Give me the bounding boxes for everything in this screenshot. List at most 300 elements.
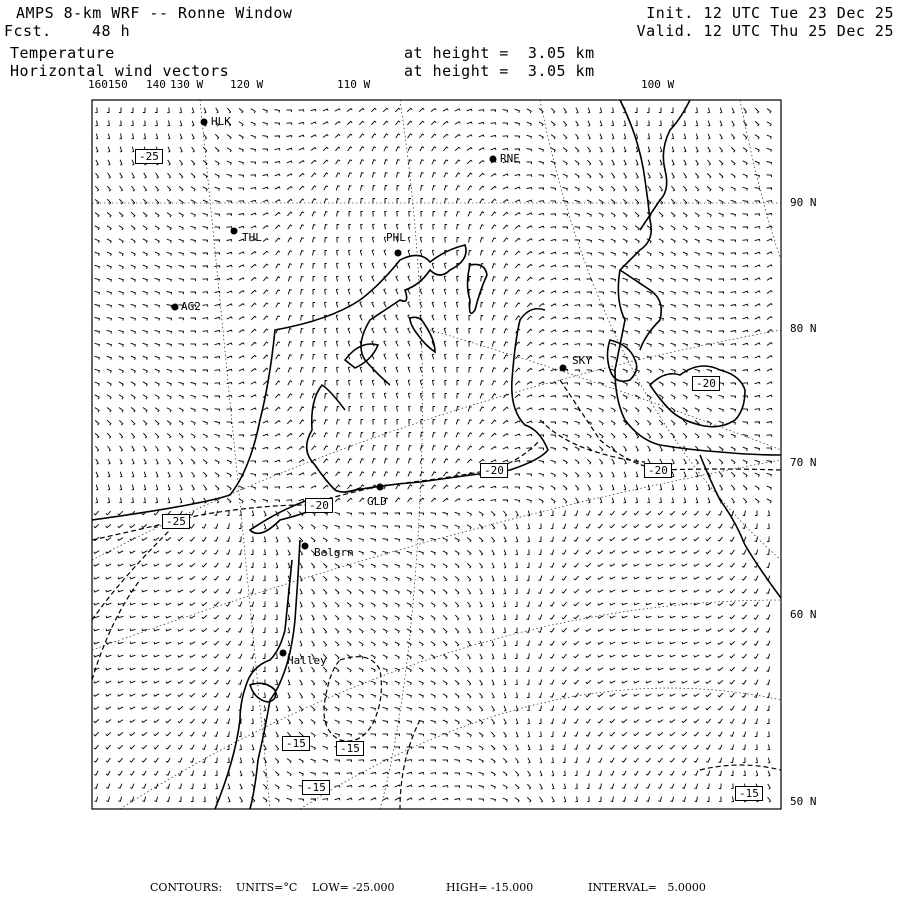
wind-vector	[251, 252, 256, 255]
wind-vector	[396, 147, 400, 152]
wind-vector	[479, 537, 483, 542]
wind-vector	[107, 317, 112, 320]
wind-vector	[335, 602, 339, 607]
wind-vector	[646, 758, 651, 762]
wind-vector	[587, 318, 592, 320]
wind-vector	[202, 589, 207, 592]
wind-vector	[311, 720, 315, 725]
wind-vector	[107, 239, 111, 243]
wind-vector	[731, 134, 734, 139]
wind-vector	[227, 188, 232, 191]
wind-vector	[143, 343, 148, 346]
wind-vector	[335, 485, 340, 489]
wind-vector	[480, 589, 482, 594]
wind-vector	[719, 173, 723, 178]
wind-vector	[335, 589, 339, 594]
wind-vector	[251, 355, 256, 358]
wind-vector	[743, 485, 747, 490]
wind-vector	[202, 615, 207, 618]
wind-vector	[143, 498, 145, 503]
wind-vector	[445, 380, 447, 385]
wind-vector	[755, 448, 760, 451]
wind-vector	[94, 732, 99, 736]
wind-vector	[732, 498, 735, 503]
wind-vector	[156, 485, 158, 490]
wind-vector	[480, 667, 483, 672]
wind-vector	[372, 472, 376, 477]
wind-vector	[227, 161, 232, 165]
wind-vector	[227, 719, 230, 724]
wind-vector	[94, 745, 99, 749]
wind-vector	[143, 369, 148, 373]
wind-vector	[263, 576, 265, 581]
wind-vector	[598, 642, 603, 644]
wind-vector	[120, 459, 122, 464]
wind-vector	[730, 680, 735, 684]
wind-vector	[767, 304, 772, 307]
wind-vector	[551, 356, 556, 358]
wind-vector	[360, 328, 362, 333]
wind-vector	[118, 745, 123, 749]
wind-vector	[670, 577, 675, 579]
wind-vector	[325, 238, 327, 243]
wind-vector	[622, 642, 627, 644]
footer-interval: INTERVAL= 5.0000	[588, 881, 706, 894]
wind-vector	[190, 590, 195, 593]
wind-vector	[215, 758, 217, 763]
wind-vector	[408, 134, 413, 138]
wind-vector	[706, 719, 711, 723]
wind-vector	[455, 786, 460, 788]
wind-vector	[719, 434, 723, 438]
wind-vector	[634, 758, 639, 762]
wind-vector	[682, 784, 686, 789]
wind-vector	[131, 343, 136, 346]
wind-vector	[492, 550, 495, 555]
wind-vector	[407, 577, 412, 581]
wind-vector	[694, 524, 699, 528]
wind-vector	[178, 655, 183, 657]
wind-vector	[539, 461, 544, 464]
wind-vector	[443, 654, 447, 659]
wind-vector	[742, 615, 747, 619]
wind-vector	[648, 134, 650, 139]
wind-vector	[347, 616, 351, 621]
wind-vector	[660, 160, 662, 165]
wind-vector	[550, 589, 554, 593]
wind-vector	[504, 277, 508, 281]
wind-vector	[408, 367, 410, 372]
wind-vector	[359, 526, 364, 529]
lat-label: 50 N	[790, 795, 817, 808]
wind-vector	[552, 797, 554, 802]
wind-vector	[455, 707, 459, 711]
wind-vector	[539, 330, 544, 333]
wind-vector	[646, 797, 649, 802]
wind-vector	[275, 615, 277, 620]
wind-vector	[348, 186, 351, 191]
wind-vector	[215, 771, 217, 776]
wind-vector	[155, 382, 160, 386]
wind-vector	[610, 603, 615, 605]
wind-vector	[455, 667, 459, 672]
wind-vector	[335, 654, 339, 659]
wind-vector	[179, 200, 183, 204]
wind-vector	[94, 590, 99, 592]
wind-vector	[755, 537, 758, 542]
wind-vector	[659, 252, 663, 256]
wind-vector	[767, 317, 772, 320]
wind-vector	[299, 186, 304, 190]
wind-vector	[154, 577, 159, 579]
wind-vector	[275, 500, 280, 502]
wind-vector	[767, 226, 773, 228]
wind-vector	[479, 161, 484, 164]
wind-vector	[766, 641, 770, 646]
wind-vector	[119, 369, 124, 373]
wind-vector	[106, 551, 111, 554]
wind-vector	[264, 290, 269, 294]
forecast-label: Fcst.	[4, 22, 52, 40]
wind-vector	[598, 758, 602, 763]
wind-vector	[383, 798, 388, 800]
wind-vector	[119, 291, 124, 294]
wind-vector	[600, 121, 602, 126]
wind-vector	[457, 328, 459, 333]
wind-vector	[144, 485, 146, 490]
wind-vector	[432, 367, 434, 372]
wind-vector	[311, 148, 316, 151]
wind-vector	[179, 382, 184, 385]
wind-vector	[504, 303, 508, 308]
wind-vector	[515, 487, 520, 489]
wind-vector	[491, 785, 496, 789]
wind-vector	[275, 758, 278, 763]
wind-vector	[647, 304, 652, 307]
wind-vector	[372, 147, 376, 151]
wind-vector	[707, 239, 712, 242]
wind-vector	[504, 693, 506, 698]
wind-vector	[468, 199, 472, 203]
wind-vector	[455, 773, 460, 775]
wind-vector	[754, 667, 758, 671]
wind-vector	[347, 798, 352, 800]
wind-vector	[671, 498, 673, 503]
wind-vector	[611, 199, 615, 204]
wind-vector	[95, 382, 100, 386]
wind-vector	[683, 382, 688, 386]
wind-vector	[467, 680, 470, 685]
wind-vector	[755, 161, 760, 165]
wind-vector	[179, 369, 184, 372]
wind-vector	[467, 148, 472, 151]
wind-vector	[94, 603, 99, 605]
wind-vector	[539, 162, 544, 165]
wind-vector	[179, 292, 184, 295]
wind-vector	[467, 576, 470, 581]
wind-vector	[203, 279, 208, 281]
wind-vector	[276, 745, 279, 750]
wind-vector	[766, 589, 769, 594]
wind-vector	[240, 797, 243, 802]
wind-vector	[347, 577, 351, 581]
wind-vector	[575, 331, 580, 333]
wind-vector	[706, 524, 711, 528]
wind-vector	[336, 302, 338, 307]
wind-vector	[239, 304, 244, 307]
wind-vector	[539, 317, 544, 320]
wind-vector	[371, 577, 376, 581]
wind-vector	[433, 420, 435, 425]
wind-vector	[431, 734, 436, 737]
wind-vector	[325, 407, 328, 412]
wind-vector	[202, 576, 207, 580]
wind-vector	[682, 694, 687, 696]
wind-vector	[409, 224, 411, 229]
wind-vector	[215, 304, 220, 306]
wind-vector	[671, 252, 676, 256]
wind-vector	[323, 733, 328, 737]
wind-vector	[610, 784, 613, 789]
wind-vector	[575, 396, 580, 399]
wind-vector	[504, 550, 506, 555]
wind-vector	[694, 629, 699, 631]
wind-vector	[144, 472, 146, 477]
wind-vector	[504, 680, 506, 685]
wind-vector	[562, 641, 567, 645]
wind-vector	[444, 433, 447, 438]
wind-vector	[730, 706, 734, 710]
wind-vector	[311, 446, 316, 450]
wind-vector	[227, 265, 232, 267]
wind-vector	[108, 472, 110, 477]
wind-vector	[540, 771, 542, 776]
wind-vector	[238, 654, 242, 659]
wind-vector	[203, 447, 207, 451]
contour-label: -20	[305, 498, 333, 513]
wind-vector	[311, 733, 315, 737]
wind-vector	[491, 460, 496, 462]
wind-vector	[420, 237, 422, 242]
wind-vector	[719, 253, 724, 256]
wind-vector	[371, 798, 376, 800]
wind-vector	[144, 186, 147, 191]
wind-vector	[348, 147, 352, 151]
wind-vector	[469, 238, 472, 243]
wind-vector	[575, 213, 580, 216]
wind-vector	[130, 797, 134, 802]
wind-vector	[130, 681, 135, 683]
wind-vector	[563, 304, 568, 306]
wind-vector	[658, 784, 662, 789]
wind-vector	[227, 486, 231, 490]
wind-vector	[108, 446, 111, 451]
wind-vector	[479, 135, 484, 137]
wind-vector	[395, 590, 400, 594]
wind-vector	[433, 407, 435, 412]
wind-vector	[445, 367, 447, 372]
wind-vector	[432, 459, 436, 464]
wind-vector	[383, 629, 387, 633]
wind-vector	[299, 524, 303, 529]
wind-vector	[551, 435, 556, 437]
wind-vector	[492, 355, 495, 360]
wind-vector	[515, 589, 517, 594]
wind-vector	[575, 485, 578, 490]
wind-vector	[754, 576, 758, 581]
wind-vector	[695, 279, 700, 282]
wind-vector	[397, 186, 399, 191]
wind-vector	[538, 589, 542, 594]
wind-vector	[718, 563, 723, 567]
wind-vector	[214, 563, 218, 567]
wind-vector	[611, 226, 615, 230]
wind-vector	[670, 720, 675, 723]
wind-vector	[397, 224, 399, 229]
wind-vector	[743, 278, 748, 280]
wind-vector	[118, 616, 123, 618]
wind-vector	[731, 460, 735, 464]
wind-vector	[540, 797, 543, 802]
wind-vector	[658, 771, 662, 775]
wind-vector	[515, 123, 520, 126]
wind-vector	[491, 745, 495, 750]
wind-vector	[551, 460, 556, 463]
wind-vector	[767, 473, 772, 476]
wind-vector	[131, 407, 135, 412]
wind-vector	[587, 187, 591, 191]
wind-vector	[395, 655, 399, 659]
wind-vector	[94, 771, 98, 776]
wind-vector	[431, 616, 435, 621]
wind-vector	[203, 472, 207, 477]
wind-vector	[527, 239, 532, 242]
wind-vector	[491, 148, 496, 150]
wind-vector	[503, 123, 508, 125]
wind-vector	[743, 265, 748, 267]
wind-vector	[598, 771, 601, 776]
wind-vector	[264, 329, 269, 333]
wind-vector	[407, 707, 412, 710]
wind-vector	[467, 693, 471, 698]
wind-vector	[612, 134, 614, 139]
wind-vector	[323, 680, 327, 685]
wind-vector	[731, 758, 734, 763]
wind-vector	[515, 615, 517, 620]
wind-vector	[610, 629, 615, 631]
wind-vector	[563, 383, 568, 385]
wind-vector	[659, 330, 664, 333]
wind-vector	[455, 485, 460, 488]
wind-vector	[275, 123, 280, 125]
wind-vector	[407, 668, 412, 672]
wind-vector	[323, 525, 328, 529]
wind-vector	[288, 719, 291, 724]
wind-vector	[300, 394, 304, 399]
wind-vector	[325, 328, 327, 333]
wind-vector	[142, 745, 147, 749]
wind-vector	[551, 745, 553, 750]
wind-vector	[119, 433, 122, 438]
wind-vector	[720, 485, 723, 490]
wind-vector	[647, 343, 652, 346]
wind-vector	[599, 331, 604, 333]
wind-vector	[767, 369, 772, 372]
wind-vector	[598, 603, 603, 605]
wind-vector	[504, 563, 506, 568]
wind-vector	[118, 797, 121, 802]
wind-vector	[419, 707, 424, 710]
wind-vector	[443, 681, 447, 685]
wind-vector	[167, 344, 172, 347]
wind-vector	[349, 224, 351, 229]
wind-vector	[598, 511, 602, 515]
wind-vector	[311, 160, 316, 163]
wind-vector	[695, 292, 700, 295]
wind-vector	[407, 721, 412, 724]
wind-vector	[575, 421, 580, 424]
wind-vector	[527, 122, 532, 126]
station-label: HLK	[211, 115, 231, 128]
wind-vector	[504, 381, 508, 385]
wind-vector	[707, 784, 710, 789]
wind-vector	[337, 276, 339, 281]
wind-vector	[166, 707, 171, 710]
wind-vector	[251, 316, 256, 319]
wind-vector	[481, 329, 483, 334]
wind-vector	[443, 720, 448, 724]
wind-vector	[95, 121, 97, 126]
wind-vector	[108, 134, 110, 139]
wind-vector	[695, 395, 700, 399]
wind-vector	[154, 694, 159, 696]
wind-vector	[408, 237, 410, 242]
wind-vector	[767, 278, 772, 281]
wind-vector	[623, 797, 626, 802]
wind-vector	[190, 616, 195, 619]
wind-vector	[694, 551, 699, 554]
wind-vector	[718, 590, 723, 593]
wind-vector	[670, 758, 675, 762]
wind-vector	[670, 668, 676, 670]
wind-vector	[694, 784, 697, 789]
wind-vector	[563, 758, 565, 763]
wind-vector	[575, 383, 580, 385]
wind-vector	[694, 642, 699, 644]
wind-vector	[167, 433, 171, 438]
wind-vector	[276, 316, 280, 320]
wind-vector	[311, 486, 316, 489]
wind-vector	[719, 266, 724, 268]
wind-vector	[276, 277, 280, 281]
wind-vector	[611, 382, 616, 386]
wind-vector	[682, 642, 687, 644]
wind-vector	[682, 616, 687, 618]
wind-vector	[551, 537, 554, 542]
wind-vector	[622, 564, 627, 566]
wind-vector	[239, 122, 243, 127]
wind-vector	[516, 537, 518, 542]
wind-vector	[154, 616, 159, 618]
wind-vector	[599, 797, 601, 802]
wind-vector	[301, 303, 304, 308]
wind-vector	[288, 381, 292, 385]
wind-vector	[361, 420, 363, 425]
wind-vector	[203, 331, 208, 333]
wind-vector	[445, 354, 447, 359]
wind-vector	[179, 279, 184, 282]
wind-vector	[179, 408, 183, 412]
